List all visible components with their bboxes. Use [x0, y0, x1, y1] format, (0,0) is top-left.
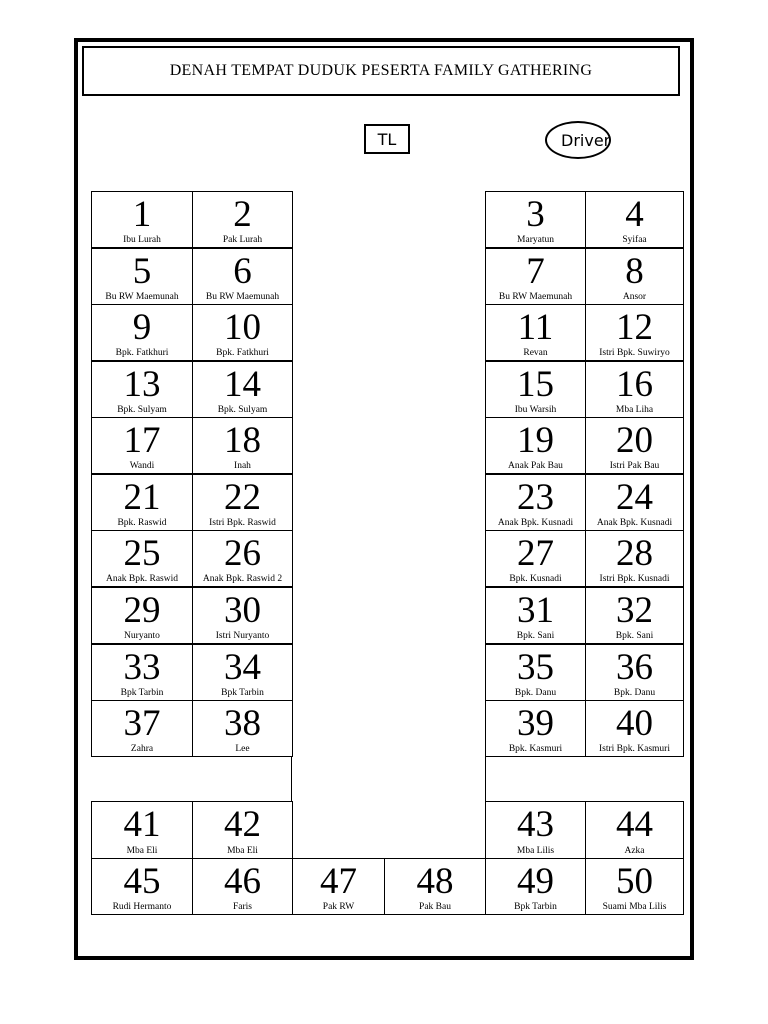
seat-26 [192, 530, 293, 587]
seat-occupant-name: Mba Liha [615, 405, 654, 415]
seat-number: 39 [517, 703, 554, 744]
seat-number: 41 [123, 804, 161, 845]
seat-41 [91, 801, 193, 859]
seat-18 [192, 417, 293, 474]
seat-number: 37 [123, 703, 161, 744]
seat-45 [91, 858, 193, 915]
seat-number: 7 [526, 251, 545, 292]
seat-number: 36 [616, 647, 653, 688]
seat-occupant-name: Pak Bau [419, 902, 451, 912]
seat-number: 3 [526, 194, 545, 235]
seat-occupant-name: Anak Bpk. Kusnadi [497, 518, 574, 528]
seat-10 [192, 304, 293, 361]
seat-occupant-name: Faris [233, 902, 252, 912]
seat-38 [192, 700, 293, 757]
seat-occupant-name: Anak Bpk. Kusnadi [596, 518, 673, 528]
seat-6 [192, 248, 293, 305]
driver-label: Driver [561, 131, 611, 150]
seat-33 [91, 644, 193, 701]
seat-number: 22 [224, 477, 261, 518]
seat-number: 1 [132, 194, 152, 235]
seat-7 [485, 248, 586, 305]
seat-occupant-name: Bpk Tarbin [221, 688, 264, 698]
seat-number: 24 [616, 477, 653, 518]
seat-39 [485, 700, 586, 757]
tour-leader-seat: TL [364, 124, 410, 154]
seat-3 [485, 191, 586, 248]
seat-46 [192, 858, 293, 915]
seat-25 [91, 530, 193, 587]
seat-occupant-name: Bpk. Kusnadi [509, 574, 562, 584]
seat-number: 13 [123, 364, 161, 405]
seat-16 [585, 361, 684, 418]
seat-occupant-name: Ibu Lurah [123, 235, 161, 245]
seat-number: 47 [320, 861, 357, 902]
seat-number: 49 [517, 861, 554, 902]
seat-number: 16 [616, 364, 653, 405]
seat-29 [91, 587, 193, 644]
driver-seat [545, 121, 611, 159]
seat-occupant-name: Syifaa [622, 235, 647, 245]
seat-number: 17 [123, 420, 161, 461]
seat-1 [91, 191, 193, 248]
seat-occupant-name: Bpk. Danu [613, 688, 656, 698]
seat-occupant-name: Istri Nuryanto [215, 631, 270, 641]
seat-occupant-name: Anak Bpk. Raswid [105, 574, 179, 584]
seat-number: 48 [416, 861, 454, 902]
seat-number: 38 [224, 703, 261, 744]
seat-15 [485, 361, 586, 418]
seat-22 [192, 474, 293, 531]
seat-32 [585, 587, 684, 644]
seat-30 [192, 587, 293, 644]
seat-occupant-name: Bpk. Sani [516, 631, 555, 641]
seat-number: 21 [123, 477, 161, 518]
seat-5 [91, 248, 193, 305]
seat-occupant-name: Bpk. Sulyam [117, 405, 167, 415]
seat-occupant-name: Bpk. Sulyam [217, 405, 268, 415]
seat-occupant-name: Lee [235, 744, 250, 754]
seat-8 [585, 248, 684, 305]
seat-43 [485, 801, 586, 859]
seat-occupant-name: Mba Eli [227, 846, 258, 856]
seat-occupant-name: Istri Pak Bau [609, 461, 660, 471]
seat-occupant-name: Mba Eli [126, 846, 158, 856]
seat-occupant-name: Bpk Tarbin [514, 902, 557, 912]
seat-number: 9 [132, 307, 152, 348]
seat-number: 19 [517, 420, 554, 461]
seat-number: 14 [224, 364, 261, 405]
seat-number: 15 [517, 364, 554, 405]
seat-number: 42 [224, 804, 261, 845]
seat-occupant-name: Inah [234, 461, 251, 471]
seat-37 [91, 700, 193, 757]
seat-number: 20 [616, 420, 653, 461]
gap-line-right [485, 756, 486, 802]
seat-number: 28 [616, 533, 653, 574]
seat-occupant-name: Pak Lurah [222, 235, 263, 245]
seat-number: 10 [224, 307, 261, 348]
seat-number: 23 [517, 477, 554, 518]
seat-occupant-name: Mba Lilis [516, 846, 555, 856]
seat-28 [585, 530, 684, 587]
seat-occupant-name: Bpk. Fatkhuri [115, 348, 169, 358]
seat-4 [585, 191, 684, 248]
seat-11 [485, 304, 586, 361]
seat-occupant-name: Istri Bpk. Suwiryo [599, 348, 670, 358]
seat-occupant-name: Zahra [130, 744, 154, 754]
gap-line-left [291, 756, 292, 802]
seat-31 [485, 587, 586, 644]
page-title: DENAH TEMPAT DUDUK PESERTA FAMILY GATHERING [82, 46, 680, 96]
seat-number: 33 [123, 647, 161, 688]
seat-occupant-name: Bpk. Raswid [117, 518, 167, 528]
seat-occupant-name: Revan [523, 348, 548, 358]
seat-number: 34 [224, 647, 261, 688]
seat-24 [585, 474, 684, 531]
seat-23 [485, 474, 586, 531]
seat-number: 44 [616, 804, 653, 845]
seat-occupant-name: Ansor [622, 292, 647, 302]
seat-14 [192, 361, 293, 418]
seat-occupant-name: Istri Bpk. Kusnadi [599, 574, 670, 584]
seat-number: 43 [517, 804, 554, 845]
seat-number: 4 [625, 194, 644, 235]
seat-number: 40 [616, 703, 653, 744]
seat-13 [91, 361, 193, 418]
seat-47 [292, 858, 385, 915]
seat-occupant-name: Bu RW Maemunah [205, 292, 280, 302]
seat-occupant-name: Ibu Warsih [514, 405, 557, 415]
seat-occupant-name: Bpk. Kasmuri [508, 744, 563, 754]
seat-number: 25 [123, 533, 161, 574]
seat-occupant-name: Maryatun [517, 235, 554, 245]
seat-occupant-name: Bpk. Fatkhuri [216, 348, 269, 358]
seat-occupant-name: Rudi Hermanto [112, 902, 172, 912]
seat-50 [585, 858, 684, 915]
seat-occupant-name: Anak Pak Bau [508, 461, 563, 471]
seat-number: 30 [224, 590, 261, 631]
seat-35 [485, 644, 586, 701]
seat-40 [585, 700, 684, 757]
seat-occupant-name: Bu RW Maemunah [105, 292, 179, 302]
seat-number: 2 [233, 194, 252, 235]
seat-number: 32 [616, 590, 653, 631]
seat-2 [192, 191, 293, 248]
seat-number: 31 [517, 590, 554, 631]
seat-number: 46 [224, 861, 261, 902]
seat-27 [485, 530, 586, 587]
seat-number: 50 [616, 861, 653, 902]
seat-number: 6 [233, 251, 252, 292]
seat-occupant-name: Nuryanto [124, 631, 160, 641]
seat-44 [585, 801, 684, 859]
seat-number: 12 [616, 307, 653, 348]
seat-occupant-name: Pak RW [322, 902, 355, 912]
seat-17 [91, 417, 193, 474]
seat-number: 26 [224, 533, 261, 574]
seat-9 [91, 304, 193, 361]
seat-number: 35 [517, 647, 554, 688]
seat-12 [585, 304, 684, 361]
seat-number: 8 [625, 251, 644, 292]
seat-21 [91, 474, 193, 531]
seat-number: 18 [224, 420, 261, 461]
seat-occupant-name: Istri Bpk. Kasmuri [599, 744, 670, 754]
seat-48 [384, 858, 486, 915]
seat-number: 5 [132, 251, 152, 292]
seat-19 [485, 417, 586, 474]
seat-occupant-name: Azka [624, 846, 645, 856]
seat-20 [585, 417, 684, 474]
seat-occupant-name: Bpk Tarbin [120, 688, 164, 698]
seat-occupant-name: Bpk. Sani [615, 631, 654, 641]
seat-49 [485, 858, 586, 915]
seat-number: 45 [123, 861, 161, 902]
seat-36 [585, 644, 684, 701]
seat-number: 11 [517, 307, 554, 348]
seat-occupant-name: Bu RW Maemunah [498, 292, 573, 302]
seat-occupant-name: Anak Bpk. Raswid 2 [202, 574, 283, 584]
seat-occupant-name: Suami Mba Lilis [602, 902, 667, 912]
seat-34 [192, 644, 293, 701]
seat-occupant-name: Wandi [129, 461, 155, 471]
seat-42 [192, 801, 293, 859]
seat-number: 27 [517, 533, 554, 574]
seat-occupant-name: Istri Bpk. Raswid [209, 518, 276, 528]
seat-number: 29 [123, 590, 161, 631]
seat-occupant-name: Bpk. Danu [514, 688, 557, 698]
